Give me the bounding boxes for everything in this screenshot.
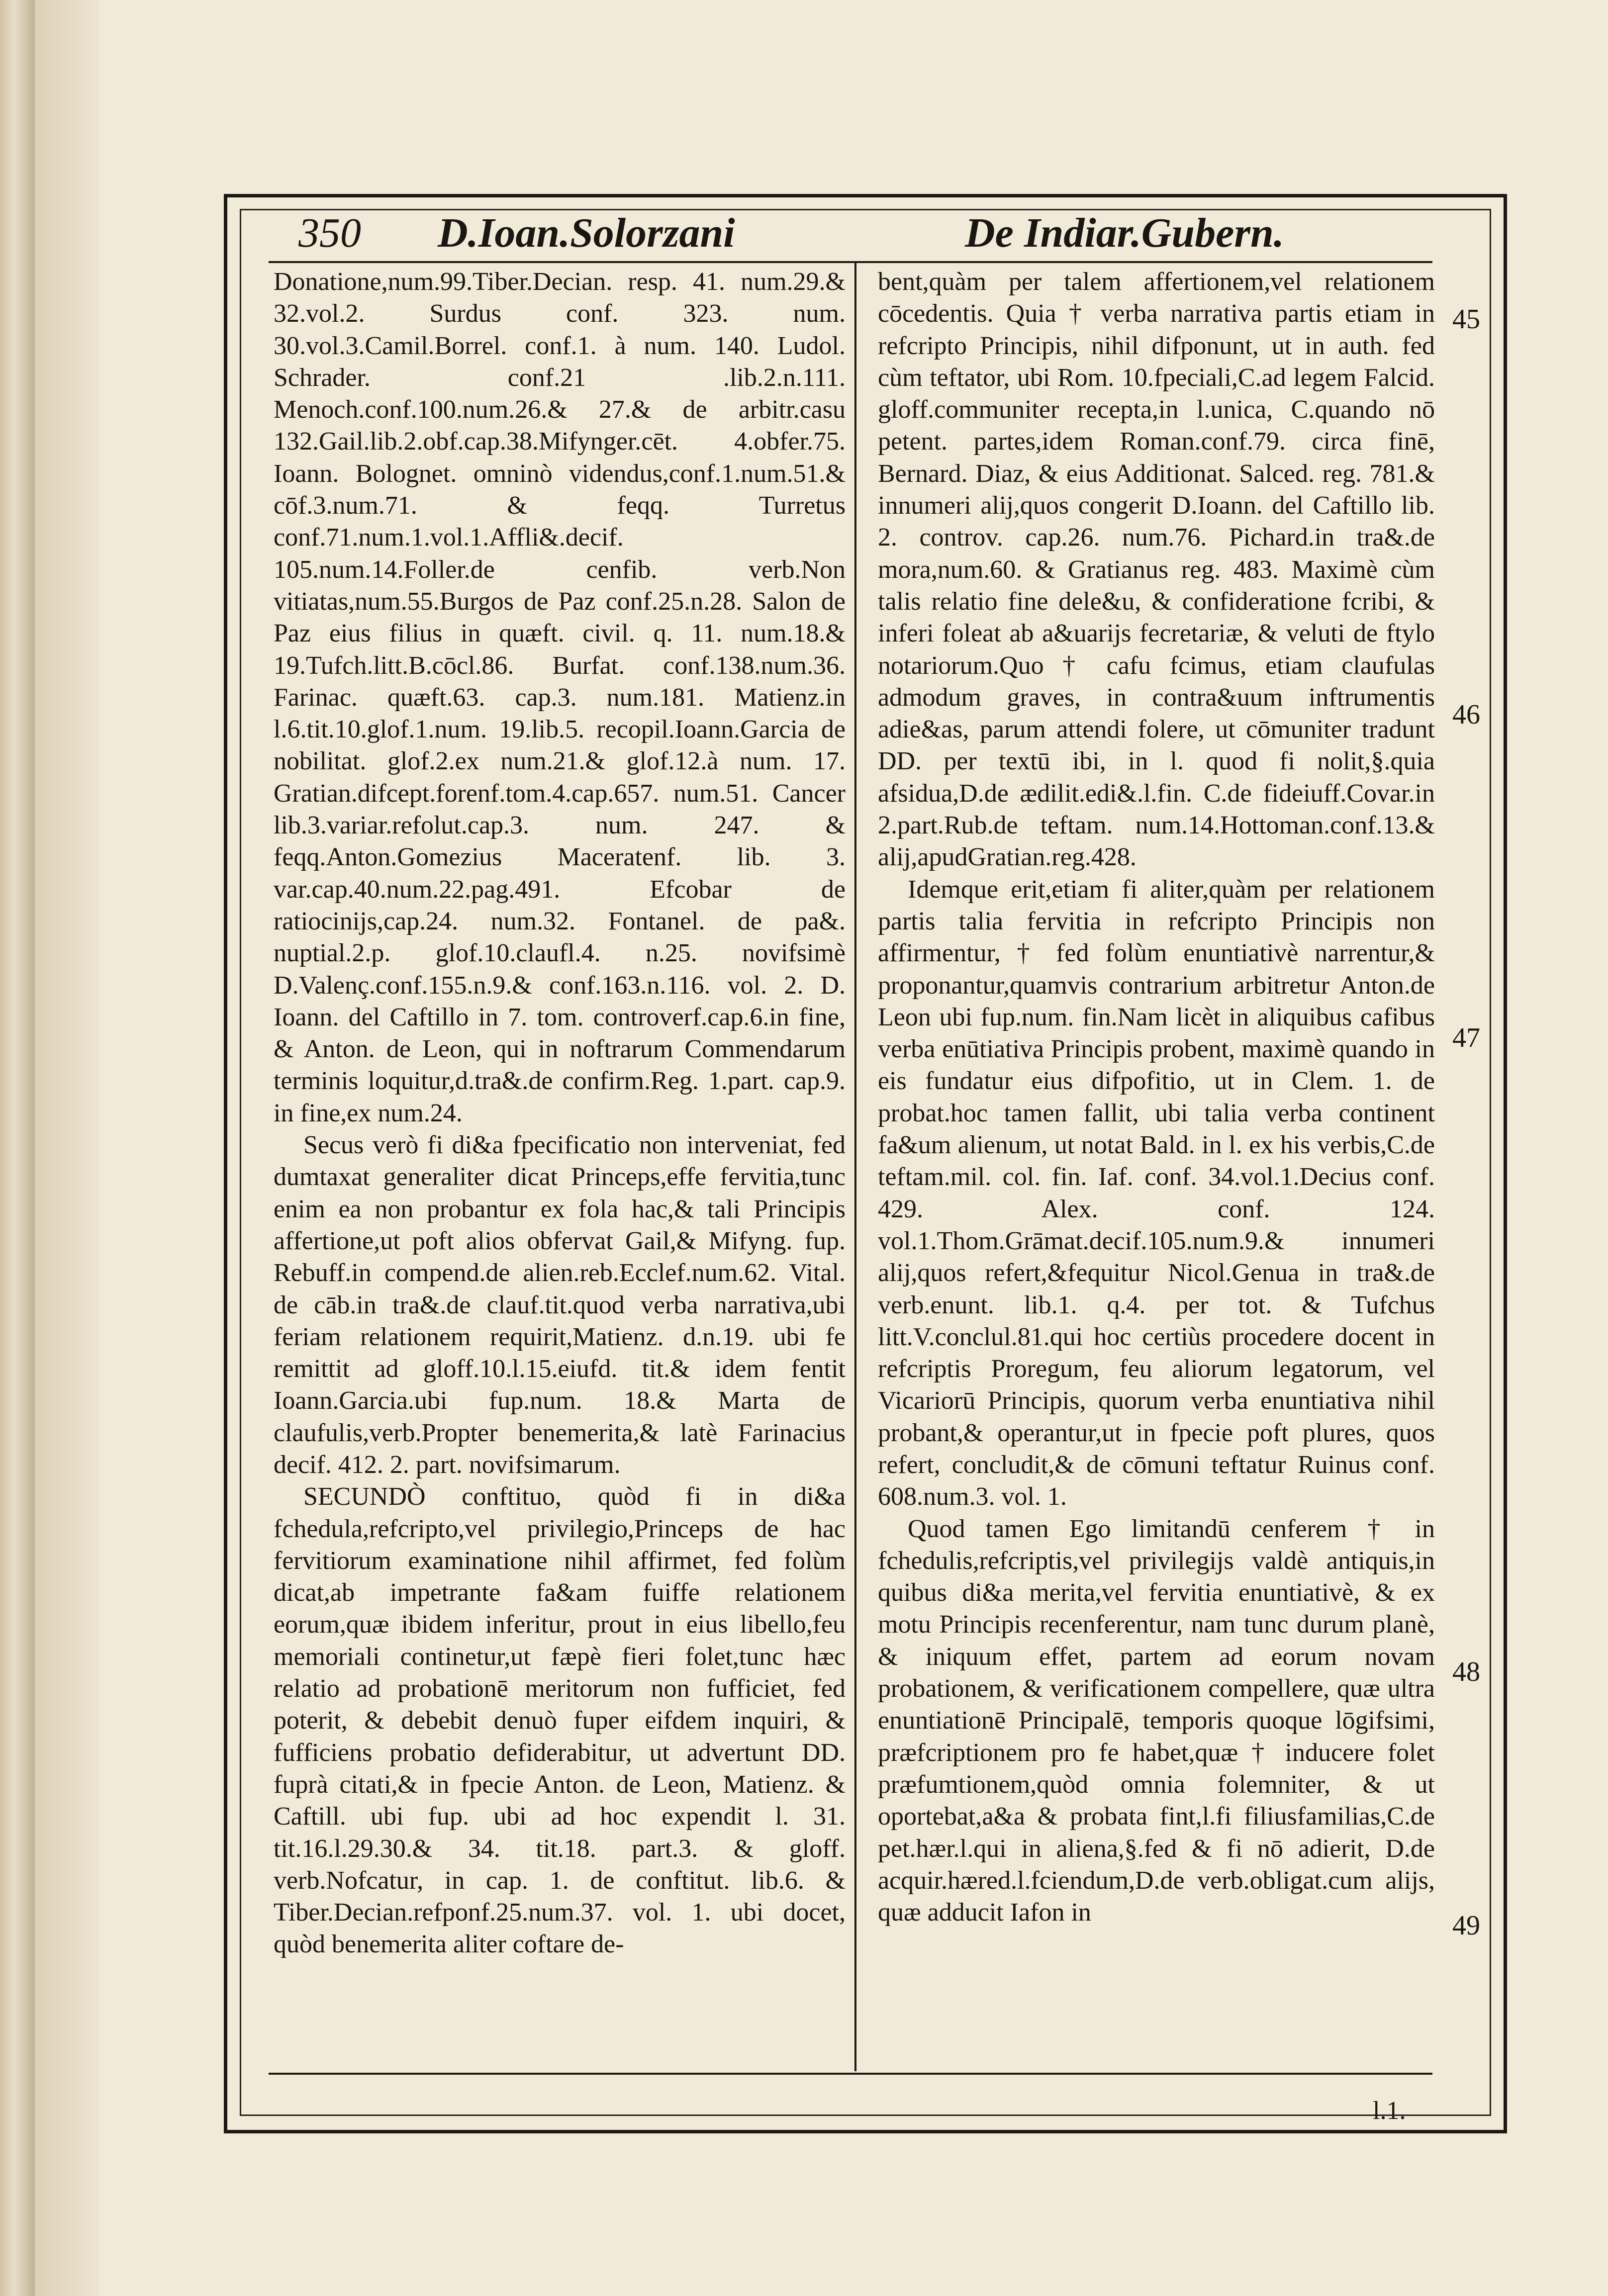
catchword: l.1. [1373, 2097, 1406, 2125]
header-title: De Indiar.Gubern. [965, 210, 1284, 256]
left-paragraph-1: Donatione,num.99.Tiber.Decian. resp. 41. num.29.& 32.vol.2. Surdus conf. 323. num. 30.vol.3.Camil.Borrel. conf.1. à num. 140. Ludol. Schrader. conf.21 .lib.2.n.111. Menoch.conf.100.num.26.& 27.& de arbitr.casu 132.Gail.lib.2.obf.cap.38.Mifynger.cēt. 4.obfer.75. Ioann. Bolognet. omninò videndus,conf.1.num.51.& cōf.3.num.71. & feqq. Turretus conf.71.num.1.vol.1.Affli&.decif. 105.num.14.Foller.de cenfib. verb.Non vitiatas,num.55.Burgos de Paz conf.25.n.28. Salon de Paz eius filius in quæft. civil. q. 11. num.18.& 19.Tufch.litt.B.cōcl.86. Burfat. conf.138.num.36. Farinac. quæft.63. cap.3. num.181. Matienz.in l.6.tit.10.glof.1.num. 19.lib.5. recopil.Ioann.Garcia de nobilitat. glof.2.ex num.21.& glof.12.à num. 17. Gratian.difcept.forenf.tom.4.cap.657. num.51. Cancer lib.3.variar.refolut.cap.3. num. 247. & feqq.Anton.Gomezius Maceratenf. lib. 3. var.cap.40.num.22.pag.491. Efcobar de ratiocinijs,cap.24. num.32. Fontanel. de pa&. nuptial.2.p. glof.10.claufl.4. n.25. novifsimè D.Valenç.conf.155.n.9.& conf.163.n.116. vol. 2. D. Ioann. del Caftillo in 7. tom. controverf.cap.6.in fine, & Anton. de Leon, qui in noftrarum Commendarum terminis loquitur,d.tra&.de confirm.Reg. 1.part. cap.9. in fine,ex num.24. [274, 268, 846, 1127]
right-paragraph-3: Quod tamen Ego limitandū cenferem † in fchedulis,refcriptis,vel privilegijs valdè antiquis,in quibus di&a merita,vel fervitia enuntiativè, & ex motu Principis recenferentur, nam tunc durum planè, & iniquum effet, partem ad eorum novam probationem, & verificationem compellere, quæ ultra enuntiationē Principalē, temporis quoque lōgifsimi, præfcriptionem pro fe habet,quæ † inducere folet præfumtionem,quòd omnia folemniter, & ut oportebat,a&a & probata fint,l.fi filiusfamilias,C.de pet.hær.l.qui in aliena,§.fed & fi nō adierit, D.de acquir.hæred.l.fciendum,D.de verb.obligat.cum alijs, quæ adducit Iafon in [878, 1514, 1435, 1927]
book-gutter [35, 0, 104, 2296]
margin-number: 46 [1452, 699, 1480, 730]
left-column [274, 266, 846, 1961]
footer-rule [269, 2073, 1432, 2075]
margin-number: 45 [1452, 304, 1480, 335]
margin-number: 49 [1452, 1910, 1480, 1941]
left-paragraph-2: Secus verò fi di&a fpecificatio non interveniat, fed dumtaxat generaliter dicat Princeps,effe fervitia,tunc enim ea non probantur ex fola hac,& tali Principis affertione,ut poft alios obfervat Gail,& Mifyng. fup. Rebuff.in compend.de alien.reb.Ecclef.num.62. Vital. de cāb.in tra&.de clauf.tit.quod verba narrativa,ubi feriam relationem requirit,Matienz. d.n.19. ubi fe remittit ad gloff.10.l.15.eiufd. tit.& idem fentit Ioann.Garcia.ubi fup.num. 18.& Marta de claufulis,verb.Propter benemerita,& latè Farinacius decif. 412. 2. part. novifsimarum. [274, 1131, 846, 1479]
column-divider [854, 261, 856, 2071]
right-column [878, 266, 1435, 1929]
page-number: 350 [298, 210, 361, 256]
margin-number: 48 [1452, 1656, 1480, 1687]
book-page-edges [0, 0, 35, 2296]
left-paragraph-3: SECUNDÒ conftituo, quòd fi in di&a fchedula,refcripto,vel privilegio,Princeps de hac fervitiorum examinatione nihil affirmet, fed folùm dicat,ab impetrante fa&am fuiffe relationem eorum,quæ ibidem inferitur, prout in eius libello,feu memoriali continetur,ut fæpè fieri folet,tunc hæc relatio ad probationē meritorum non fufficiet, fed poterit, & debebit denuò fuper eifdem inquiri, & fufficiens probatio defiderabitur, ut advertunt DD. fuprà citati,& in fpecie Anton. de Leon, Matienz. & Caftill. ubi fup. ubi ad hoc expendit l. 31. tit.16.l.29.30.& 34. tit.18. part.3. & gloff. verb.Nofcatur, in cap. 1. de conftitut. lib.6. & Tiber.Decian.refponf.25.num.37. vol. 1. ubi docet, quòd benemerita aliter coftare de- [274, 1482, 846, 1959]
right-paragraph-2: Idemque erit,etiam fi aliter,quàm per relationem partis talia fervitia in refcripto Principis non affirmentur, † fed folùm enuntiativè narrentur,& proponantur,quamvis contrarium arbitretur Anton.de Leon ubi fup.num. fin.Nam licèt in aliquibus cafibus verba enūtiativa Principis probent, maximè quando in eis fundatur eius difpofitio, ut in Clem. 1. de probat.hoc tamen fallit, ubi talia verba continent fa&um alienum, ut notat Bald. in l. ex his verbis,C.de teftam.mil. col. fin. Iaf. conf. 34.vol.1.Decius conf. 429. Alex. conf. 124. vol.1.Thom.Grāmat.decif.105.num.9.& innumeri alij,quos refert,&fequitur Nicol.Genua in tra&.de verb.enunt. lib.1. q.4. per tot. & Tufchus litt.V.conclul.81.qui hoc certiùs procedere docent in refcriptis Proregum, feu aliorum legatorum, vel Vicariorū Principis, quorum verba enuntiativa nihil probant,& operantur,ut in fpecie poft plures, quos refert, concludit,& de cōmuni teftatur Ruinus conf. 608.num.3. vol. 1. [878, 875, 1435, 1511]
header-author: D.Ioan.Solorzani [438, 210, 735, 256]
margin-number: 47 [1452, 1022, 1480, 1053]
header-rule [269, 261, 1432, 263]
running-header [259, 209, 1477, 259]
right-paragraph-1: bent,quàm per talem affertionem,vel relationem cōcedentis. Quia † verba narrativa partis etiam in refcripto Principis, nihil difponunt, ut in auth. fed cùm teftator, ubi Rom. 10.fpeciali,C.ad legem Falcid. gloff.communiter recepta,in l.unica, C.quando nō petent. partes,idem Roman.conf.79. circa finē, Bernard. Diaz, & eius Additionat. Salced. reg. 781.& innumeri alij,quos congerit D.Ioann. del Caftillo lib. 2. controv. cap.26. num.76. Pichard.in tra&.de mora,num.60. & Gratianus reg. 483. Maximè cùm talis relatio fine dele&u, & confideratione fcribi, & inferi foleat ab a&uarijs fecretariæ, & veluti de ftylo notariorum.Quo † cafu fcimus, etiam claufulas admodum graves, in contra&uum inftrumentis adie&as, parum attendi folere, ut cōmuniter tradunt DD. per textū ibi, in l. quod fi nolit,§.quia afsidua,D.de ædilit.edi&.l.fin. C.de fideiuff.Covar.in 2.part.Rub.de teftam. num.14.Hottoman.conf.13.& alij,apudGratian.reg.428. [878, 268, 1435, 872]
